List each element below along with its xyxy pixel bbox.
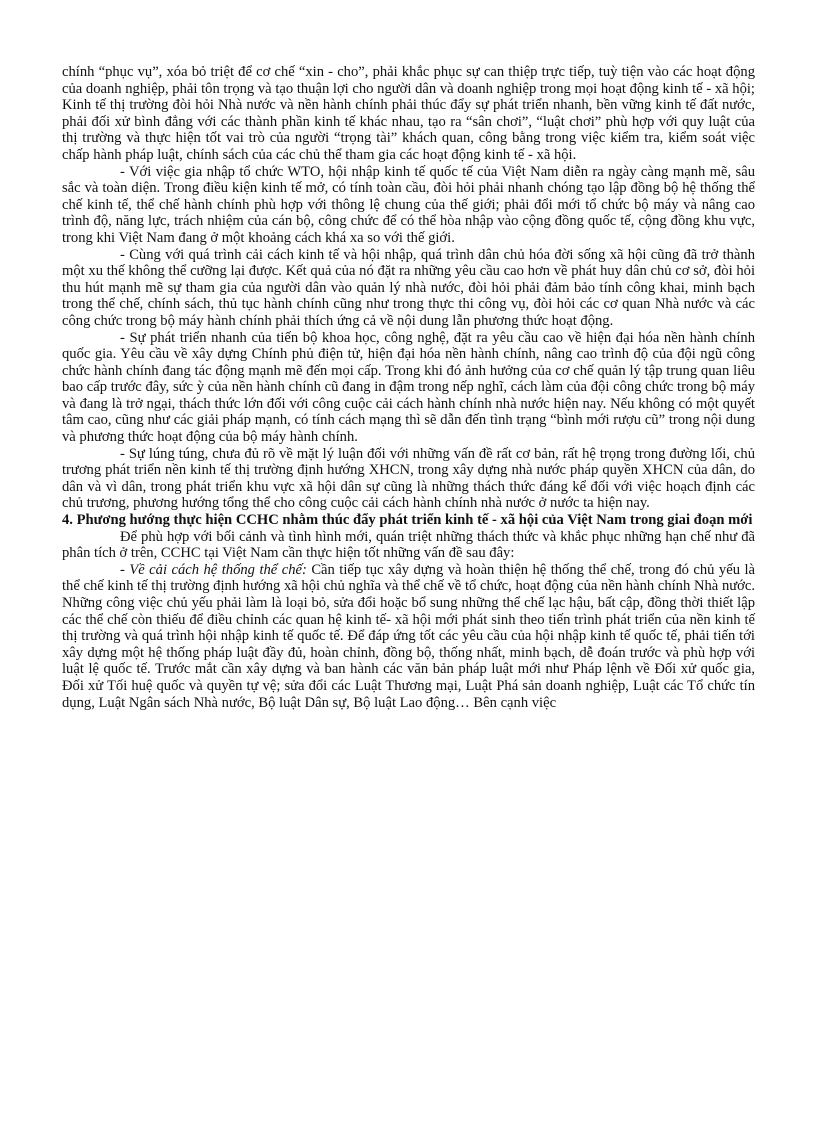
paragraph-intro: Để phù hợp với bối cảnh và tình hình mới, quán triệt những thách thức và khắc phục những hạn chế như đã phân tích ở trên, CCHC tại Việt Nam cần thực hiện tốt những vấn đề sau đây: — [62, 528, 755, 562]
paragraph-body: Cần tiếp tục xây dựng và hoàn thiện hệ thống thể chế, trong đó chủ yếu là thể chế kinh tế thị trường định hướng xã hội chủ nghĩa và thể chế về tổ chức, hoạt động của nền hành chính Nhà nước. Những công việc chủ yếu phải làm là loại bỏ, sửa đổi hoặc bổ sung những thể chế lạc hậu, bất cập, đồng thời thiết lập các thể chế còn thiếu để điều chỉnh các quan hệ kinh tế- xã hội mới phát sinh theo tiến trình phát triển của nền kinh tế thị trường và quá trình hội nhập kinh tế quốc tế. Để đáp ứng tốt các yêu cầu của hội nhập kinh tế quốc tế, phải tiến tới xây dựng một hệ thống pháp luật đầy đủ, hoàn chỉnh, đồng bộ, thống nhất, minh bạch, dễ đoán trước và phù hợp với luật lệ quốc tế. Trước mắt cần xây dựng và ban hành các văn bản pháp luật mới như Pháp lệnh về Đối xử quốc gia, Đối xử Tối huệ quốc và quyền tự vệ; sửa đổi các Luật Thương mại, Luật Phá sản doanh nghiệp, Luật các Tổ chức tín dụng, Luật Ngân sách Nhà nước, Bộ luật Dân sự, Bộ luật Lao động… Bên cạnh việc — [62, 561, 756, 711]
paragraph-theory: - Sự lúng túng, chưa đủ rõ về mặt lý luận đối với những vấn đề rất cơ bản, rất hệ trọng trong đường lối, chủ trương phát triển nền kinh tế thị trường định hướng XHCN, trong xây dựng nhà nước pháp quyền XHCN của dân, do dân và vì dân, trong phát triển khu vực xã hội dân sự cũng là những thách thức đáng kể đối với việc hoạch định các chủ trương, phương hướng tổng thể cho công cuộc cải cách hành chính nhà nước ở nước ta hiện nay. — [62, 445, 755, 512]
paragraph-continuation: chính “phục vụ”, xóa bỏ triệt để cơ chế “xin - cho”, phải khắc phục sự can thiệp trực tiếp, tuỳ tiện vào các hoạt động của doanh nghiệp, phải tôn trọng và tạo thuận lợi cho người dân và doanh nghiệp trong mọi hoạt động kinh tế - xã hội; Kinh tế thị trường đòi hỏi Nhà nước và nền hành chính phải thúc đẩy sự phát triển nhanh, bền vững kinh tế đất nước, phải đối xử bình đẳng với các thành phần kinh tế khác nhau, tạo ra “sân chơi”, “luật chơi” phù hợp với quy luật của thị trường và thực hiện tốt vai trò của người “trọng tài” khách quan, công bằng trong việc kiểm tra, kiểm soát việc chấp hành pháp luật, chính sách của các chủ thể tham gia các hoạt động kinh tế - xã hội. — [62, 64, 755, 163]
section-heading: 4. Phương hướng thực hiện CCHC nhằm thúc đẩy phát triển kinh tế - xã hội của Việt Nam trong giai đoạn mới — [62, 512, 753, 529]
paragraph-wto: - Với việc gia nhập tổ chức WTO, hội nhập kinh tế quốc tế của Việt Nam diễn ra ngày càng mạnh mẽ, sâu sắc và toàn diện. Trong điều kiện kinh tế mở, có tính toàn cầu, đòi hỏi phải nhanh chóng tạo lập đồng bộ hệ thống thể chế kinh tế, thể chế hành chính phù hợp với thông lệ chung của thế giới; phải đổi mới tổ chức bộ máy và nâng cao trình độ, năng lực, trách nhiệm của cán bộ, công chức để có thể hòa nhập vào cộng đồng quốc tế, cộng đồng khu vực, trong khi Việt Nam đang ở một khoảng cách khá xa so với thế giới. — [62, 163, 755, 246]
document-page — [62, 64, 755, 711]
paragraph-democratization: - Cùng với quá trình cải cách kinh tế và hội nhập, quá trình dân chủ hóa đời sống xã hội cũng đã trở thành một xu thế không thể cưỡng lại được. Kết quả của nó đặt ra những yêu cầu cao hơn về phát huy dân chủ cơ sở, đòi hỏi thu hút mạnh mẽ sự tham gia của người dân vào quản lý nhà nước, đòi hỏi phải đảm bảo tính công khai, minh bạch trong thể chế, chính sách, thủ tục hành chính cũng như trong thực thi công vụ, đòi hỏi các cơ quan Nhà nước và các công chức trong bộ máy hành chính phải thích ứng cả về nội dung lẫn phương thức hoạt động. — [62, 246, 755, 329]
paragraph-institution-reform — [62, 562, 755, 711]
paragraph-lead: - Về cải cách hệ thống thể chế: — [120, 561, 307, 578]
paragraph-technology: - Sự phát triển nhanh của tiến bộ khoa học, công nghệ, đặt ra yêu cầu cao về hiện đại hóa nền hành chính quốc gia. Yêu cầu về xây dựng Chính phủ điện tử, hiện đại hóa nền hành chính, nâng cao trình độ của đội ngũ công chức hành chính đang tác động mạnh mẽ đến mọi cấp. Trong khi đó ảnh hưởng của cơ chế quản lý tập trung quan liêu bao cấp trước đây, sức ỳ của nền hành chính cũ đang in đậm trong nếp nghĩ, cách làm của đội công chức trong bộ máy và đang là trở ngại, thách thức lớn đối với công cuộc cải cách hành chính nhà nước hiện nay. Nếu không có một quyết tâm cao, cũng như các giải pháp mạnh, có tính cách mạng thì sẽ dẫn đến tình trạng “bình mới rượu cũ” trong nội dung và phương thức hoạt động của bộ máy hành chính. — [62, 329, 755, 446]
